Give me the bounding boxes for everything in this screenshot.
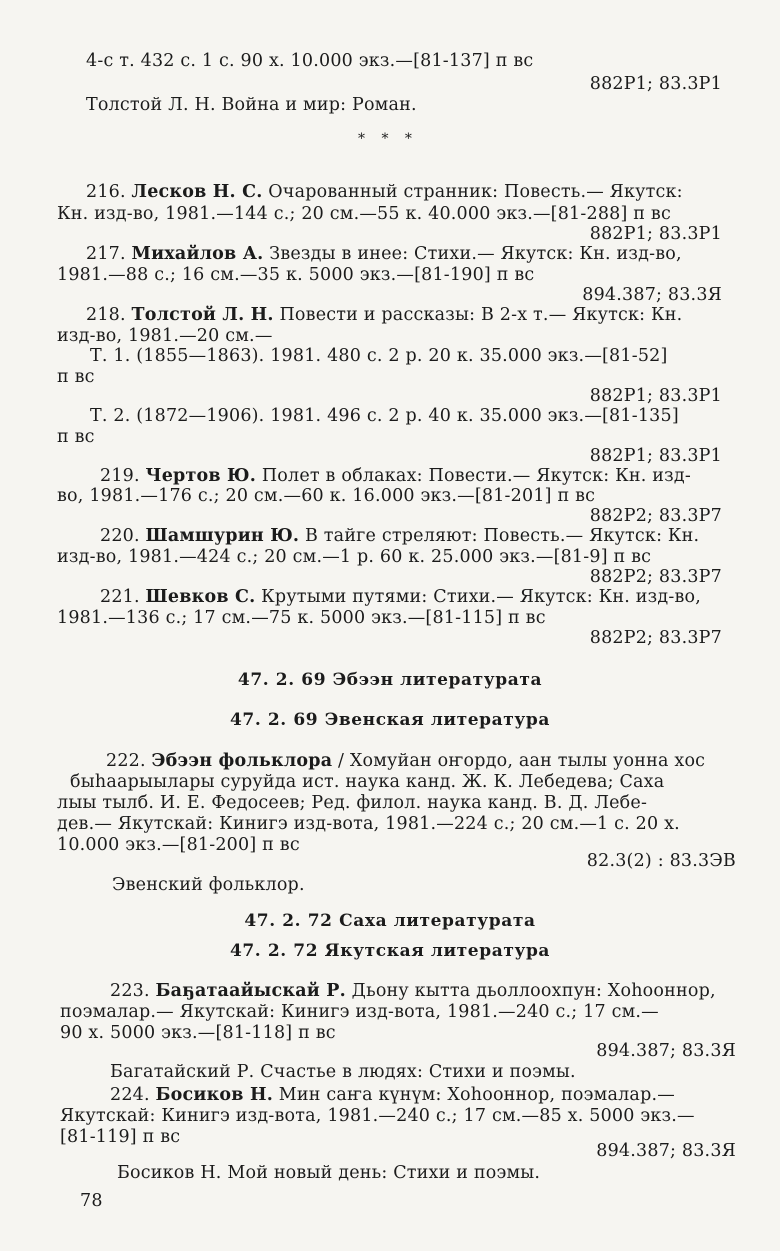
entry-222-line4: дев.— Якутскай: Кинигэ изд-вота, 1981.—224 с.; 20 см.—1 с. 20 х. <box>57 814 680 834</box>
entry-number: 224. <box>110 1085 150 1105</box>
entry-number: 221. <box>100 587 140 607</box>
entry-218-vol1-cont: п вс <box>57 367 95 387</box>
entry-author: Михайлов А. <box>131 244 264 264</box>
entry-224-translation: Босиков Н. Мой новый день: Стихи и поэмы. <box>117 1163 541 1183</box>
entry-223-line3: 90 х. 5000 экз.—[81-118] п вс <box>60 1023 336 1043</box>
entry-218-vol2: Т. 2. (1872—1906). 1981. 496 с. 2 р. 40 к. 35.000 экз.—[81-135] <box>90 406 679 426</box>
entry-222-translation: Эвенский фольклор. <box>112 875 305 895</box>
entry-224-line1 <box>110 1084 675 1106</box>
entry-author: Баҕатаайыскай Р. <box>155 981 346 1001</box>
entry-221-line2: 1981.—136 с.; 17 см.—75 к. 5000 экз.—[81-115] п вс <box>57 608 546 628</box>
entry-219-line1 <box>100 465 691 487</box>
entry-number: 216. <box>86 182 126 202</box>
entry-author: Эбээн фольклора <box>151 751 333 771</box>
entry-216-line2: Кн. изд-во, 1981.—144 с.; 20 см.—55 к. 40.000 экз.—[81-288] п вс <box>57 204 671 224</box>
entry-223-translation: Багатайский Р. Счастье в людях: Стихи и поэмы. <box>110 1062 576 1082</box>
entry-text: Крутыми путями: Стихи.— Якутск: Кн. изд-во, <box>255 587 701 607</box>
entry-217-line1 <box>86 243 682 265</box>
entry-223-code: 894.387; 83.3Я <box>596 1041 736 1061</box>
entry-author: Лесков Н. С. <box>131 182 263 202</box>
entry-220-code: 882Р2; 83.3Р7 <box>589 567 722 587</box>
entry-222-line1 <box>106 750 705 772</box>
entry-223-line1 <box>110 980 716 1002</box>
entry-221-code: 882Р2; 83.3Р7 <box>589 628 722 648</box>
entry-218-vol1-code: 882Р1; 83.3Р1 <box>589 386 722 406</box>
entry-216-line1 <box>86 181 683 203</box>
entry-218-line1 <box>86 304 682 326</box>
entry-number: 218. <box>86 305 126 325</box>
section-heading: 47. 2. 72 Саха литературата <box>244 911 536 931</box>
entry-220-line1 <box>100 525 699 547</box>
entry-224-line2: Якутскай: Кинигэ изд-вота, 1981.—240 с.; 17 см.—85 х. 5000 экз.— <box>60 1106 695 1126</box>
entry-219-code: 882Р2; 83.3Р7 <box>589 506 722 526</box>
entry-224-code: 894.387; 83.3Я <box>596 1141 736 1161</box>
entry-text: Дьону кытта дьоллоохпун: Хоһооннор, <box>345 981 716 1001</box>
entry-author: Чертов Ю. <box>145 466 257 486</box>
classification-code: 882Р1; 83.3Р1 <box>589 74 722 94</box>
entry-text: В тайге стреляют: Повесть.— Якутск: Кн. <box>299 526 700 546</box>
entry-218-line2: изд-во, 1981.—20 см.— <box>57 326 273 346</box>
entry-text: Очарованный странник: Повесть.— Якутск: <box>262 182 683 202</box>
entry-number: 220. <box>100 526 140 546</box>
entry-author: Толстой Л. Н. <box>131 305 274 325</box>
entry-number: 219. <box>100 466 140 486</box>
entry-222-line3: лыы тылб. И. Е. Федосеев; Ред. филол. наука канд. В. Д. Лебе- <box>57 793 648 813</box>
entry-author: Босиков Н. <box>155 1085 273 1105</box>
page-number: 78 <box>80 1191 103 1211</box>
entry-219-line2: во, 1981.—176 с.; 20 см.—60 к. 16.000 экз.—[81-201] п вс <box>57 486 596 506</box>
entry-222-code: 82.3(2) : 83.3ЭВ <box>586 851 736 871</box>
continuation-line: 4-с т. 432 с. 1 с. 90 х. 10.000 экз.—[81-137] п вс <box>86 51 534 71</box>
entry-number: 217. <box>86 244 126 264</box>
entry-text: / Хомуйан оҥордо, аан тылы уонна хос <box>332 751 706 771</box>
entry-218-vol1: Т. 1. (1855—1863). 1981. 480 с. 2 р. 20 к. 35.000 экз.—[81-52] <box>90 346 668 366</box>
entry-220-line2: изд-во, 1981.—424 с.; 20 см.—1 р. 60 к. 25.000 экз.—[81-9] п вс <box>57 547 652 567</box>
entry-223-line2: поэмалар.— Якутскай: Кинигэ изд-вота, 1981.—240 с.; 17 см.— <box>60 1002 659 1022</box>
section-heading-translation: 47. 2. 72 Якутская литература <box>229 941 551 961</box>
entry-224-line3: [81-119] п вс <box>60 1127 181 1147</box>
section-heading: 47. 2. 69 Эбээн литературата <box>237 670 543 690</box>
section-heading-translation: 47. 2. 69 Эвенская литература <box>229 710 550 730</box>
entry-222-line2: быһаарыылары суруйда ист. наука канд. Ж. К. Лебедева; Саха <box>70 772 665 792</box>
entry-author: Шамшурин Ю. <box>145 526 300 546</box>
entry-text: Звезды в инее: Стихи.— Якутск: Кн. изд-во, <box>263 244 682 264</box>
entry-author: Шевков С. <box>145 587 256 607</box>
entry-text: Повести и рассказы: В 2-х т.— Якутск: Кн. <box>273 305 683 325</box>
entry-text: Мин саҥа күнүм: Хоһооннор, поэмалар.— <box>272 1085 675 1105</box>
entry-218-vol2-cont: п вс <box>57 427 95 447</box>
entry-number: 223. <box>110 981 150 1001</box>
entry-217-line2: 1981.—88 с.; 16 см.—35 к. 5000 экз.—[81-190] п вс <box>57 265 535 285</box>
entry-218-vol2-code: 882Р1; 83.3Р1 <box>589 446 722 466</box>
entry-216-code: 882Р1; 83.3Р1 <box>589 224 722 244</box>
entry-number: 222. <box>106 751 146 771</box>
entry-222-line5: 10.000 экз.—[81-200] п вс <box>57 835 300 855</box>
entry-217-code: 894.387; 83.3Я <box>582 285 722 305</box>
entry-221-line1 <box>100 586 701 608</box>
separator-stars: * * * <box>358 131 418 147</box>
translation-line: Толстой Л. Н. Война и мир: Роман. <box>86 95 417 115</box>
entry-text: Полет в облаках: Повести.— Якутск: Кн. изд- <box>256 466 691 486</box>
